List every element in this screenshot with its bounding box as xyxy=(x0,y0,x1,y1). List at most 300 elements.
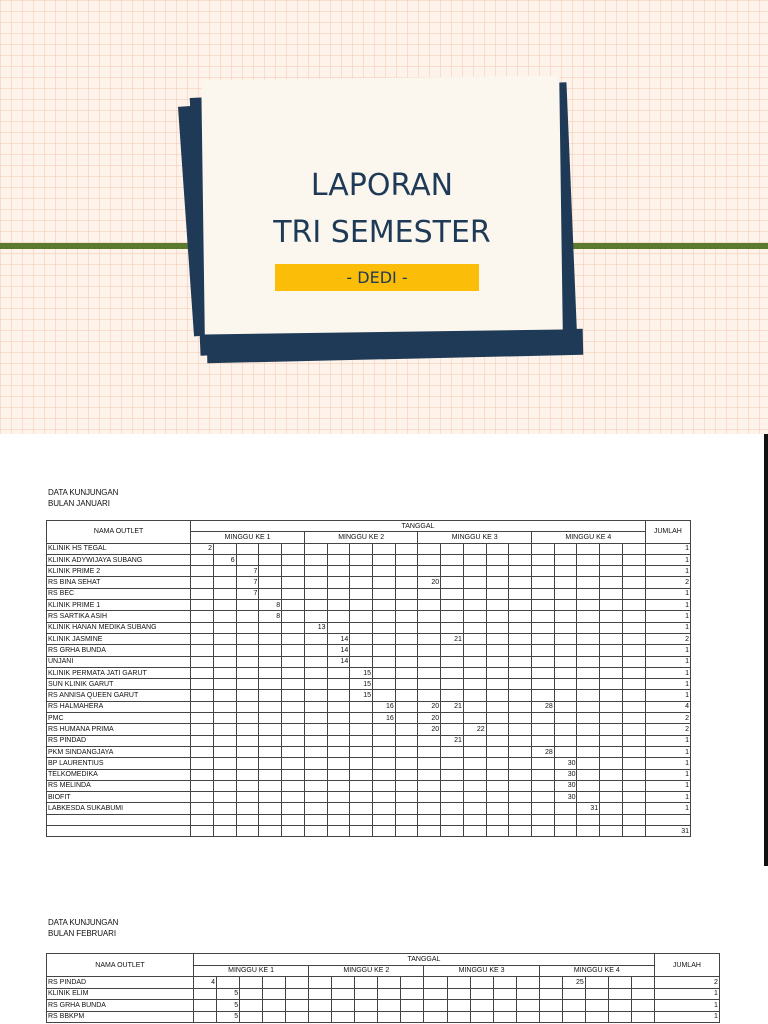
date-cell xyxy=(327,543,350,554)
date-cell xyxy=(600,758,623,769)
date-cell xyxy=(509,554,532,565)
date-cell: 30 xyxy=(554,792,577,803)
grand-total-row xyxy=(47,826,691,837)
date-cell: 30 xyxy=(554,769,577,780)
february-label-2: BULAN FEBRUARI xyxy=(48,929,116,938)
date-cell xyxy=(470,1000,493,1012)
date-cell xyxy=(327,588,350,599)
date-cell xyxy=(509,814,532,825)
date-cell xyxy=(600,780,623,791)
date-cell xyxy=(191,679,214,690)
date-cell xyxy=(509,803,532,814)
date-cell xyxy=(441,600,464,611)
week-4-header: MINGGU KE 4 xyxy=(539,965,654,977)
date-cell xyxy=(577,679,600,690)
date-cell xyxy=(441,566,464,577)
date-cell xyxy=(327,690,350,701)
date-cell xyxy=(373,769,396,780)
date-cell xyxy=(554,713,577,724)
table-row xyxy=(47,566,691,577)
date-cell xyxy=(304,611,327,622)
outlet-name: KLINIK PRIME 2 xyxy=(47,566,191,577)
empty-cell xyxy=(395,826,418,837)
outlet-name: RS SARTIKA ASIH xyxy=(47,611,191,622)
date-cell xyxy=(441,724,464,735)
date-cell xyxy=(486,543,509,554)
date-cell xyxy=(463,713,486,724)
date-cell xyxy=(441,769,464,780)
row-total: 1 xyxy=(645,667,690,678)
date-cell xyxy=(236,690,259,701)
table-row xyxy=(47,633,691,644)
date-cell xyxy=(282,803,305,814)
row-total: 1 xyxy=(645,679,690,690)
date-cell xyxy=(327,713,350,724)
date-cell xyxy=(509,588,532,599)
date-cell xyxy=(350,769,373,780)
date-cell xyxy=(622,645,645,656)
date-cell xyxy=(554,746,577,757)
date-cell xyxy=(554,611,577,622)
date-cell xyxy=(213,667,236,678)
date-cell xyxy=(236,792,259,803)
date-cell xyxy=(395,611,418,622)
date-cell xyxy=(622,690,645,701)
date-cell xyxy=(236,611,259,622)
date-cell xyxy=(441,803,464,814)
date-cell xyxy=(304,656,327,667)
date-cell: 2 xyxy=(191,543,214,554)
date-cell xyxy=(539,988,562,1000)
date-cell xyxy=(622,758,645,769)
date-cell xyxy=(532,769,555,780)
date-cell xyxy=(532,713,555,724)
date-cell xyxy=(350,758,373,769)
date-cell xyxy=(309,977,332,989)
date-cell xyxy=(600,622,623,633)
date-cell xyxy=(240,977,263,989)
table-row xyxy=(47,977,720,989)
date-cell xyxy=(554,600,577,611)
date-cell xyxy=(622,622,645,633)
date-cell: 30 xyxy=(554,780,577,791)
empty-cell xyxy=(554,826,577,837)
date-cell xyxy=(447,977,470,989)
week-2-header: MINGGU KE 2 xyxy=(309,965,424,977)
date-cell xyxy=(191,566,214,577)
date-cell xyxy=(509,645,532,656)
date-cell: 8 xyxy=(259,611,282,622)
date-cell xyxy=(373,622,396,633)
date-cell xyxy=(486,713,509,724)
date-cell xyxy=(463,746,486,757)
date-cell xyxy=(373,735,396,746)
table-row xyxy=(47,803,691,814)
date-cell xyxy=(486,633,509,644)
date-cell xyxy=(332,1011,355,1023)
date-cell: 20 xyxy=(418,724,441,735)
date-cell xyxy=(463,566,486,577)
date-cell xyxy=(259,814,282,825)
date-cell xyxy=(373,667,396,678)
date-cell xyxy=(441,814,464,825)
date-cell xyxy=(463,758,486,769)
date-cell xyxy=(373,611,396,622)
date-cell xyxy=(418,803,441,814)
date-cell xyxy=(194,988,217,1000)
date-cell xyxy=(213,679,236,690)
date-cell xyxy=(509,611,532,622)
date-cell xyxy=(395,566,418,577)
date-cell xyxy=(418,769,441,780)
date-cell xyxy=(441,543,464,554)
date-cell xyxy=(332,977,355,989)
row-total: 1 xyxy=(645,554,690,565)
table-row xyxy=(47,622,691,633)
date-cell xyxy=(493,1011,516,1023)
outlet-name: TELKOMEDIKA xyxy=(47,769,191,780)
date-cell: 16 xyxy=(373,701,396,712)
row-total: 1 xyxy=(654,1000,719,1012)
table-row xyxy=(47,780,691,791)
january-visit-table xyxy=(46,520,691,837)
date-cell xyxy=(350,577,373,588)
date-cell xyxy=(263,977,286,989)
outlet-name: RS HUMANA PRIMA xyxy=(47,724,191,735)
date-cell xyxy=(600,656,623,667)
date-cell xyxy=(304,667,327,678)
date-cell xyxy=(286,1011,309,1023)
date-cell xyxy=(373,758,396,769)
date-cell xyxy=(282,690,305,701)
date-cell xyxy=(350,600,373,611)
date-cell xyxy=(263,1000,286,1012)
date-cell xyxy=(327,679,350,690)
date-header: TANGGAL xyxy=(191,521,645,532)
date-cell xyxy=(486,656,509,667)
date-cell xyxy=(486,679,509,690)
date-cell xyxy=(509,792,532,803)
date-cell xyxy=(350,792,373,803)
date-cell xyxy=(401,977,424,989)
row-total: 1 xyxy=(645,690,690,701)
date-cell xyxy=(554,645,577,656)
date-cell xyxy=(213,645,236,656)
date-cell xyxy=(486,701,509,712)
date-cell xyxy=(259,566,282,577)
table-row xyxy=(47,600,691,611)
date-cell xyxy=(418,645,441,656)
date-cell xyxy=(486,566,509,577)
date-cell xyxy=(395,656,418,667)
date-cell xyxy=(418,758,441,769)
date-cell xyxy=(327,814,350,825)
date-cell xyxy=(236,543,259,554)
january-header-row-1 xyxy=(47,521,691,532)
table-row xyxy=(47,735,691,746)
date-cell xyxy=(539,1000,562,1012)
outlet-name: PKM SINDANGJAYA xyxy=(47,746,191,757)
date-cell xyxy=(395,803,418,814)
date-cell xyxy=(577,543,600,554)
row-total: 2 xyxy=(645,724,690,735)
date-cell xyxy=(304,746,327,757)
date-cell xyxy=(577,769,600,780)
date-cell xyxy=(191,746,214,757)
date-cell xyxy=(463,780,486,791)
date-cell xyxy=(191,735,214,746)
date-cell xyxy=(554,690,577,701)
date-cell: 21 xyxy=(441,701,464,712)
date-cell xyxy=(631,1000,654,1012)
date-cell xyxy=(259,690,282,701)
date-cell xyxy=(213,600,236,611)
date-cell xyxy=(418,588,441,599)
outlet-header: NAMA OUTLET xyxy=(47,521,191,544)
table-row xyxy=(47,701,691,712)
date-cell xyxy=(236,803,259,814)
date-cell xyxy=(418,611,441,622)
date-cell xyxy=(600,690,623,701)
row-total: 4 xyxy=(645,701,690,712)
date-cell xyxy=(213,780,236,791)
row-total: 1 xyxy=(654,1011,719,1023)
date-cell xyxy=(608,1011,631,1023)
date-cell xyxy=(532,600,555,611)
date-cell xyxy=(191,701,214,712)
date-cell xyxy=(395,633,418,644)
date-cell xyxy=(486,600,509,611)
date-cell xyxy=(562,1000,585,1012)
date-cell xyxy=(286,977,309,989)
date-cell: 13 xyxy=(304,622,327,633)
empty-cell xyxy=(47,826,191,837)
table-row xyxy=(47,713,691,724)
date-cell xyxy=(355,977,378,989)
date-cell xyxy=(191,600,214,611)
cover-background xyxy=(0,0,768,434)
date-cell xyxy=(463,656,486,667)
date-cell xyxy=(213,792,236,803)
date-cell xyxy=(622,713,645,724)
date-cell xyxy=(213,690,236,701)
week-3-header: MINGGU KE 3 xyxy=(424,965,539,977)
date-cell xyxy=(532,803,555,814)
date-cell xyxy=(509,758,532,769)
date-cell xyxy=(509,577,532,588)
date-cell xyxy=(509,735,532,746)
date-cell xyxy=(424,1000,447,1012)
date-cell xyxy=(191,577,214,588)
date-cell xyxy=(418,780,441,791)
outlet-name: BIOFIT xyxy=(47,792,191,803)
date-cell xyxy=(309,1000,332,1012)
date-cell xyxy=(240,988,263,1000)
row-total: 1 xyxy=(645,758,690,769)
date-cell xyxy=(441,588,464,599)
january-label-2: BULAN JANUARI xyxy=(48,499,110,508)
outlet-name: KLINIK HS TEGAL xyxy=(47,543,191,554)
empty-cell xyxy=(622,826,645,837)
date-cell xyxy=(509,633,532,644)
date-cell xyxy=(622,667,645,678)
date-cell: 31 xyxy=(577,803,600,814)
date-cell xyxy=(532,543,555,554)
date-cell xyxy=(282,554,305,565)
date-cell: 21 xyxy=(441,633,464,644)
date-cell xyxy=(631,977,654,989)
date-cell xyxy=(395,543,418,554)
outlet-name: BP LAURENTIUS xyxy=(47,758,191,769)
outlet-name: RS ANNISA QUEEN GARUT xyxy=(47,690,191,701)
date-cell xyxy=(236,679,259,690)
date-cell xyxy=(486,577,509,588)
date-cell xyxy=(622,566,645,577)
outlet-name: UNJANI xyxy=(47,656,191,667)
date-cell xyxy=(282,814,305,825)
week-3-header: MINGGU KE 3 xyxy=(418,532,532,543)
outlet-name: RS HALMAHERA xyxy=(47,701,191,712)
february-heading xyxy=(48,917,118,939)
date-cell xyxy=(600,667,623,678)
date-cell xyxy=(282,543,305,554)
date-cell xyxy=(401,1000,424,1012)
date-cell xyxy=(304,780,327,791)
date-cell xyxy=(554,622,577,633)
date-cell xyxy=(350,713,373,724)
date-cell xyxy=(622,611,645,622)
date-cell xyxy=(463,577,486,588)
date-cell xyxy=(263,988,286,1000)
date-cell xyxy=(213,656,236,667)
empty-cell xyxy=(213,826,236,837)
date-cell xyxy=(463,611,486,622)
date-cell: 14 xyxy=(327,656,350,667)
date-cell xyxy=(532,622,555,633)
date-cell xyxy=(600,600,623,611)
date-cell xyxy=(463,543,486,554)
date-cell xyxy=(395,679,418,690)
date-cell xyxy=(600,769,623,780)
date-cell xyxy=(486,622,509,633)
date-cell xyxy=(236,633,259,644)
date-cell xyxy=(191,633,214,644)
date-cell xyxy=(263,1011,286,1023)
date-cell xyxy=(191,645,214,656)
total-header: JUMLAH xyxy=(654,954,719,977)
date-cell xyxy=(532,645,555,656)
date-cell xyxy=(286,988,309,1000)
date-cell xyxy=(562,1011,585,1023)
date-cell xyxy=(608,988,631,1000)
date-cell xyxy=(554,554,577,565)
date-cell xyxy=(401,1011,424,1023)
date-cell: 5 xyxy=(217,988,240,1000)
date-cell xyxy=(282,746,305,757)
date-cell xyxy=(350,633,373,644)
date-cell xyxy=(304,588,327,599)
date-cell xyxy=(259,577,282,588)
date-cell xyxy=(373,554,396,565)
row-total: 1 xyxy=(645,656,690,667)
date-cell xyxy=(304,814,327,825)
date-cell xyxy=(282,622,305,633)
empty-cell xyxy=(350,826,373,837)
date-cell xyxy=(395,713,418,724)
empty-cell xyxy=(600,826,623,837)
date-cell xyxy=(282,679,305,690)
date-cell xyxy=(577,656,600,667)
date-cell xyxy=(463,622,486,633)
date-cell xyxy=(213,588,236,599)
date-cell xyxy=(509,600,532,611)
date-cell xyxy=(304,543,327,554)
row-total: 1 xyxy=(645,566,690,577)
cover-card xyxy=(201,76,563,335)
date-cell xyxy=(608,977,631,989)
date-cell xyxy=(259,724,282,735)
date-cell xyxy=(622,554,645,565)
date-cell xyxy=(554,724,577,735)
date-cell: 15 xyxy=(350,690,373,701)
date-cell xyxy=(554,633,577,644)
empty-cell xyxy=(577,826,600,837)
date-cell xyxy=(577,566,600,577)
date-cell xyxy=(447,1011,470,1023)
date-cell xyxy=(463,645,486,656)
date-cell xyxy=(585,977,608,989)
table-row xyxy=(47,746,691,757)
date-cell xyxy=(378,1011,401,1023)
date-cell xyxy=(418,656,441,667)
date-cell xyxy=(424,977,447,989)
outlet-name: KLINIK HANAN MEDIKA SUBANG xyxy=(47,622,191,633)
date-cell xyxy=(259,803,282,814)
outlet-name: KLINIK PERMATA JATI GARUT xyxy=(47,667,191,678)
date-cell xyxy=(395,622,418,633)
date-cell xyxy=(395,780,418,791)
cover-title-line2: TRI SEMESTER xyxy=(273,215,491,250)
date-cell xyxy=(191,622,214,633)
date-cell xyxy=(213,803,236,814)
date-cell xyxy=(236,814,259,825)
date-cell xyxy=(418,679,441,690)
date-cell xyxy=(327,803,350,814)
date-cell xyxy=(282,656,305,667)
date-cell xyxy=(463,803,486,814)
date-cell xyxy=(418,667,441,678)
row-total: 1 xyxy=(645,543,690,554)
row-total: 1 xyxy=(654,988,719,1000)
date-cell xyxy=(486,746,509,757)
date-cell: 28 xyxy=(532,701,555,712)
grand-total: 31 xyxy=(645,826,690,837)
date-cell xyxy=(418,622,441,633)
date-cell xyxy=(600,814,623,825)
date-cell xyxy=(395,577,418,588)
date-cell xyxy=(236,746,259,757)
date-cell xyxy=(304,690,327,701)
row-total: 1 xyxy=(645,735,690,746)
date-cell xyxy=(509,679,532,690)
february-label-1: DATA KUNJUNGAN xyxy=(48,918,119,927)
empty-cell xyxy=(532,826,555,837)
date-cell xyxy=(577,622,600,633)
date-cell xyxy=(259,645,282,656)
date-cell xyxy=(600,577,623,588)
date-cell xyxy=(259,656,282,667)
outlet-name: LABKESDA SUKABUMI xyxy=(47,803,191,814)
